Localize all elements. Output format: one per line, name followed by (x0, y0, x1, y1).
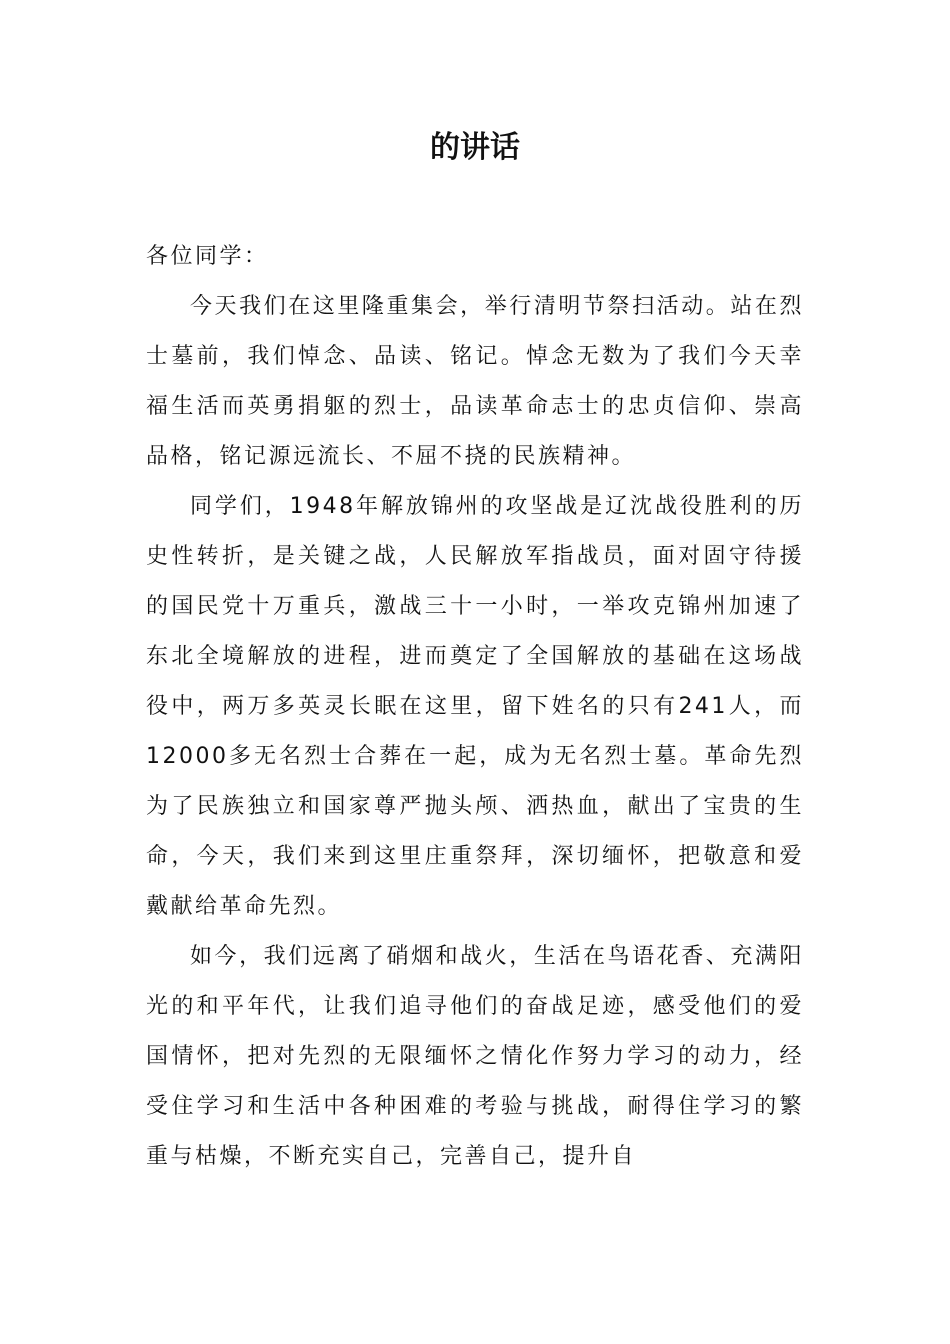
paragraph-2: 同学们，1948年解放锦州的攻坚战是辽沈战役胜利的历史性转折，是关键之战，人民解放军指战员，面对固守待援的国民党十万重兵，激战三十一小时，一举攻克锦州加速了东北全境解放的进程，进而奠定了全国解放的基础在这场战役中，两万多英灵长眠在这里，留下姓名的只有241人，而12000多无名烈士合葬在一起，成为无名烈士墓。革命先烈为了民族独立和国家尊严抛头颅、洒热血，献出了宝贵的生命，今天，我们来到这里庄重祭拜，深切缅怀，把敬意和爱戴献给革命先烈。 (146, 494, 804, 919)
document-title: 的讲话 (430, 130, 520, 165)
paragraph-1: 今天我们在这里隆重集会，举行清明节祭扫活动。站在烈士墓前，我们悼念、品读、铭记。悼念无数为了我们今天幸福生活而英勇捐躯的烈士，品读革命志士的忠贞信仰、崇高品格，铭记源远流长、不屈不挠的民族精神。 (146, 294, 804, 469)
document-body (146, 232, 804, 1182)
paragraph-3: 如今，我们远离了硝烟和战火，生活在鸟语花香、充满阳光的和平年代，让我们追寻他们的奋战足迹，感受他们的爱国情怀，把对先烈的无限缅怀之情化作努力学习的动力，经受住学习和生活中各种困难的考验与挑战，耐得住学习的繁重与枯燥，不断充实自己，完善自己，提升自 (146, 944, 804, 1169)
salutation: 各位同学： (146, 244, 269, 269)
